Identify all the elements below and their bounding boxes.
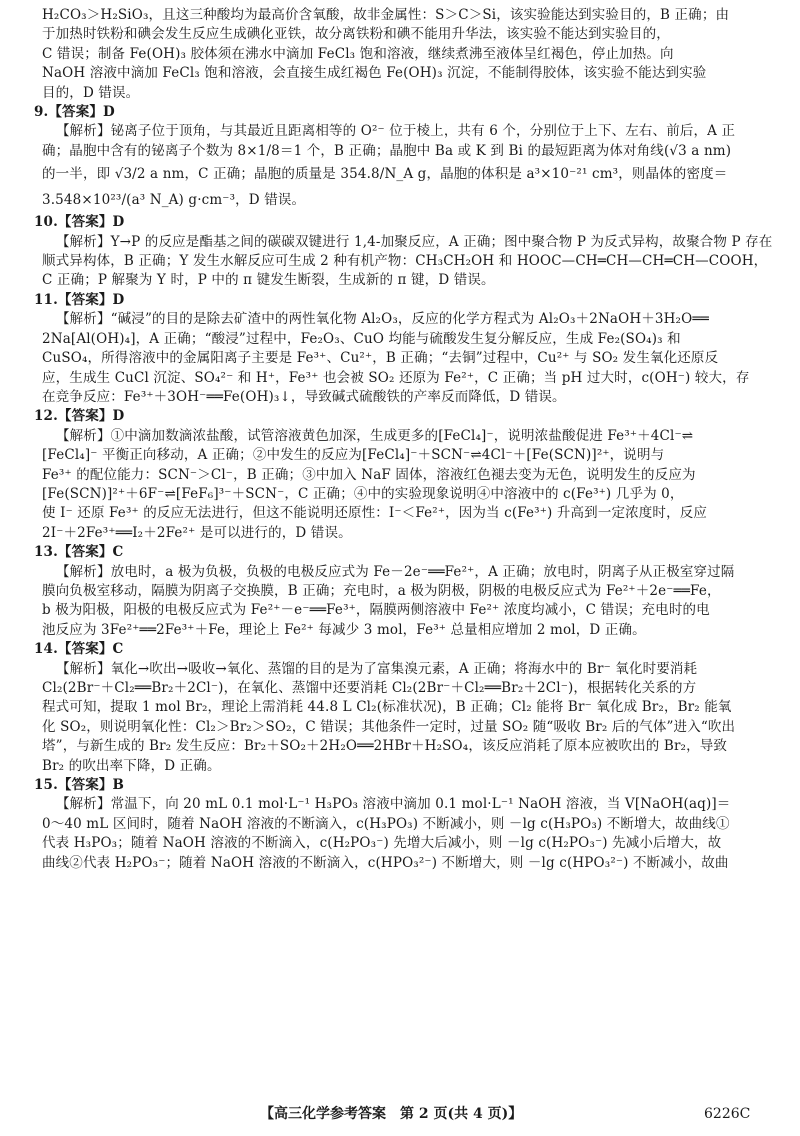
text-line: 的一半，即 √3/2 a nm，C 正确；晶胞的质量是 354.8/N_A g，晶胞的体积是 a³×10⁻²¹ cm³，则晶体的密度＝ (42, 166, 728, 183)
analysis-line: 【解析】“碱浸”的目的是除去矿渣中的两性氧化物 Al₂O₃，反应的化学方程式为 Al₂O₃＋2NaOH＋3H₂O══ (56, 311, 709, 328)
text-line: 程式可知，提取 1 mol Br₂，理论上需消耗 44.8 L Cl₂(标准状况)，B 正确；Cl₂ 能将 Br⁻ 氧化成 Br₂，Br₂ 能氧 (42, 699, 732, 716)
answer-content (34, 6, 773, 873)
text-line: 目的，D 错误。 (42, 84, 140, 101)
analysis-line: 【解析】常温下，向 20 mL 0.1 mol·L⁻¹ H₃PO₃ 溶液中滴加 0.1 mol·L⁻¹ NaOH 溶液，当 V[NaOH(aq)]＝ (56, 796, 731, 813)
text-line: 曲线②代表 H₂PO₃⁻；随着 NaOH 溶液的不断滴入，c(HPO₃²⁻) 不断增大，则 －lg c(HPO₃²⁻) 不断减小，故曲 (42, 854, 729, 871)
analysis-line: 【解析】Y→P 的反应是酯基之间的碳碳双键进行 1,4-加聚反应，A 正确；图中聚合物 P 为反式异构，故聚合物 P 存在 (56, 233, 773, 250)
analysis-line: 【解析】氧化→吹出→吸收→氧化、蒸馏的目的是为了富集溴元素，A 正确；将海水中的 Br⁻ 氧化时要消耗 (56, 660, 698, 677)
text-line: 于加热时铁粉和碘会发生反应生成碘化亚铁，故分离铁粉和碘不能用升华法，该实验不能达到实验目的， (42, 26, 670, 43)
answer-heading: 9.【答案】D (34, 104, 115, 121)
footer-code: 6226C (704, 1106, 751, 1122)
text-line: Br₂ 的吹出率下降，D 正确。 (42, 757, 221, 774)
text-line: 3.548×10²³/(a³ N_A) g·cm⁻³，D 错误。 (42, 192, 306, 209)
answer-heading: 10.【答案】D (34, 214, 125, 231)
text-line: 确；晶胞中含有的铋离子个数为 8×1/8＝1 个，B 正确；晶胞中 Ba 或 K 到 Bi 的最短距离为体对角线(√3 a nm) (42, 142, 732, 159)
analysis-line: 【解析】放电时，a 极为负极，负极的电极反应式为 Fe－2e⁻══Fe²⁺，A 正确；放电时，阴离子从正极室穿过隔 (56, 563, 735, 580)
text-line: 池反应为 3Fe²⁺══2Fe³⁺＋Fe，理论上 Fe²⁺ 每减少 3 mol，Fe³⁺ 总量相应增加 2 mol，D 正确。 (42, 621, 646, 638)
text-line: 化 SO₂，则说明氧化性：Cl₂＞Br₂＞SO₂，C 错误；其他条件一定时，过量 SO₂ 随“吸收 Br₂ 后的气体”进入“吹出 (42, 718, 736, 735)
text-line: Fe³⁺ 的配位能力：SCN⁻＞Cl⁻，B 正确；③中加入 NaF 固体，溶液红色褪去变为无色，说明发生的反应为 (42, 466, 696, 483)
text-line: 使 I⁻ 还原 Fe³⁺ 的反应无法进行，但这不能说明还原性：I⁻＜Fe²⁺，因为当 c(Fe³⁺) 升高到一定浓度时，反应 (42, 505, 708, 522)
text-line: 膜向负极室移动，隔膜为阴离子交换膜，B 正确；充电时，a 极为阴极，阴极的电极反应式为 Fe²⁺＋2e⁻══Fe， (42, 582, 721, 599)
answer-heading: 12.【答案】D (34, 408, 125, 425)
text-line: 2I⁻＋2Fe³⁺══I₂＋2Fe²⁺ 是可以进行的，D 错误。 (42, 524, 352, 541)
text-line: [Fe(SCN)]²⁺＋6F⁻⇌[FeF₆]³⁻＋SCN⁻，C 正确；④中的实验现象说明④中溶液中的 c(Fe³⁺) 几乎为 0， (42, 485, 684, 502)
footer-title: 【高三化学参考答案 第 2 页(共 4 页)】 (260, 1106, 523, 1122)
text-line: 塔”，与新生成的 Br₂ 发生反应：Br₂＋SO₂＋2H₂O══2HBr＋H₂SO₄，该反应消耗了原本应被吹出的 Br₂，导致 (42, 738, 728, 755)
text-line: Cl₂(2Br⁻＋Cl₂══Br₂＋2Cl⁻)，在氧化、蒸馏中还要消耗 Cl₂(2Br⁻＋Cl₂══Br₂＋2Cl⁻)，根据转化关系的方 (42, 680, 697, 696)
text-line: 顺式异构体，B 正确；Y 发生水解反应可生成 2 种有机产物：CH₃CH₂OH 和 HOOC—CH═CH—CH═CH—COOH， (42, 253, 768, 270)
analysis-line: 【解析】①中滴加数滴浓盐酸，试管溶液黄色加深，生成更多的[FeCl₄]⁻，说明浓盐酸促进 Fe³⁺＋4Cl⁻⇌ (56, 427, 694, 444)
analysis-line: 【解析】铋离子位于顶角，与其最近且距离相等的 O²⁻ 位于棱上，共有 6 个，分别位于上下、左右、前后，A 正 (56, 123, 736, 140)
text-line: 应，生成生 CuCl 沉淀、SO₄²⁻ 和 H⁺，Fe³⁺ 也会被 SO₂ 还原为 Fe²⁺，C 正确；当 pH 过大时，c(OH⁻) 较大，存 (42, 369, 750, 386)
text-line: b 极为阳极，阳极的电极反应式为 Fe²⁺－e⁻══Fe³⁺，隔膜两侧溶液中 Fe²⁺ 浓度均减小，C 错误；充电时的电 (42, 602, 710, 619)
text-line: C 错误；制备 Fe(OH)₃ 胶体须在沸水中滴加 FeCl₃ 饱和溶液，继续煮沸至液体呈红褐色，停止加热。向 (42, 45, 674, 62)
answer-heading: 14.【答案】C (34, 641, 124, 658)
text-line: 2Na[Al(OH)₄]，A 正确；“酸浸”过程中，Fe₂O₃、CuO 均能与硫酸发生复分解反应，生成 Fe₂(SO₄)₃ 和 (42, 330, 681, 347)
text-line: C 正确；P 解聚为 Y 时，P 中的 π 键发生断裂，生成新的 π 键，D 错误。 (42, 272, 495, 289)
answer-heading: 11.【答案】D (34, 291, 125, 308)
text-line: NaOH 溶液中滴加 FeCl₃ 饱和溶液，会直接生成红褐色 Fe(OH)₃ 沉淀，不能制得胶体，该实验不能达到实验 (42, 65, 707, 82)
answer-heading: 15.【答案】B (34, 777, 125, 794)
text-line: H₂CO₃＞H₂SiO₃，且这三种酸均为最高价含氧酸，故非金属性：S＞C＞Si，该实验能达到实验目的，B 正确；由 (42, 7, 730, 23)
text-line: [FeCl₄]⁻ 平衡正向移动，A 正确；②中发生的反应为[FeCl₄]⁻＋SCN⁻⇌4Cl⁻＋[Fe(SCN)]²⁺，说明与 (42, 447, 665, 464)
answer-heading: 13.【答案】C (34, 544, 124, 561)
text-line: 0～40 mL 区间时，随着 NaOH 溶液的不断滴入，c(H₃PO₃) 不断减小，则 －lg c(H₃PO₃) 不断增大，故曲线① (42, 815, 730, 832)
text-line: 在竞争反应：Fe³⁺＋3OH⁻══Fe(OH)₃↓，导致碱式硫酸铁的产率反而降低，D 错误。 (42, 388, 566, 405)
text-line: CuSO₄，所得溶液中的金属阳离子主要是 Fe³⁺、Cu²⁺，B 正确；“去铜”过程中，Cu²⁺ 与 SO₂ 发生氧化还原反 (42, 350, 719, 367)
text-line: 代表 H₃PO₃；随着 NaOH 溶液的不断滴入，c(H₂PO₃⁻) 先增大后减小，则 －lg c(H₂PO₃⁻) 先减小后增大，故 (42, 835, 722, 852)
